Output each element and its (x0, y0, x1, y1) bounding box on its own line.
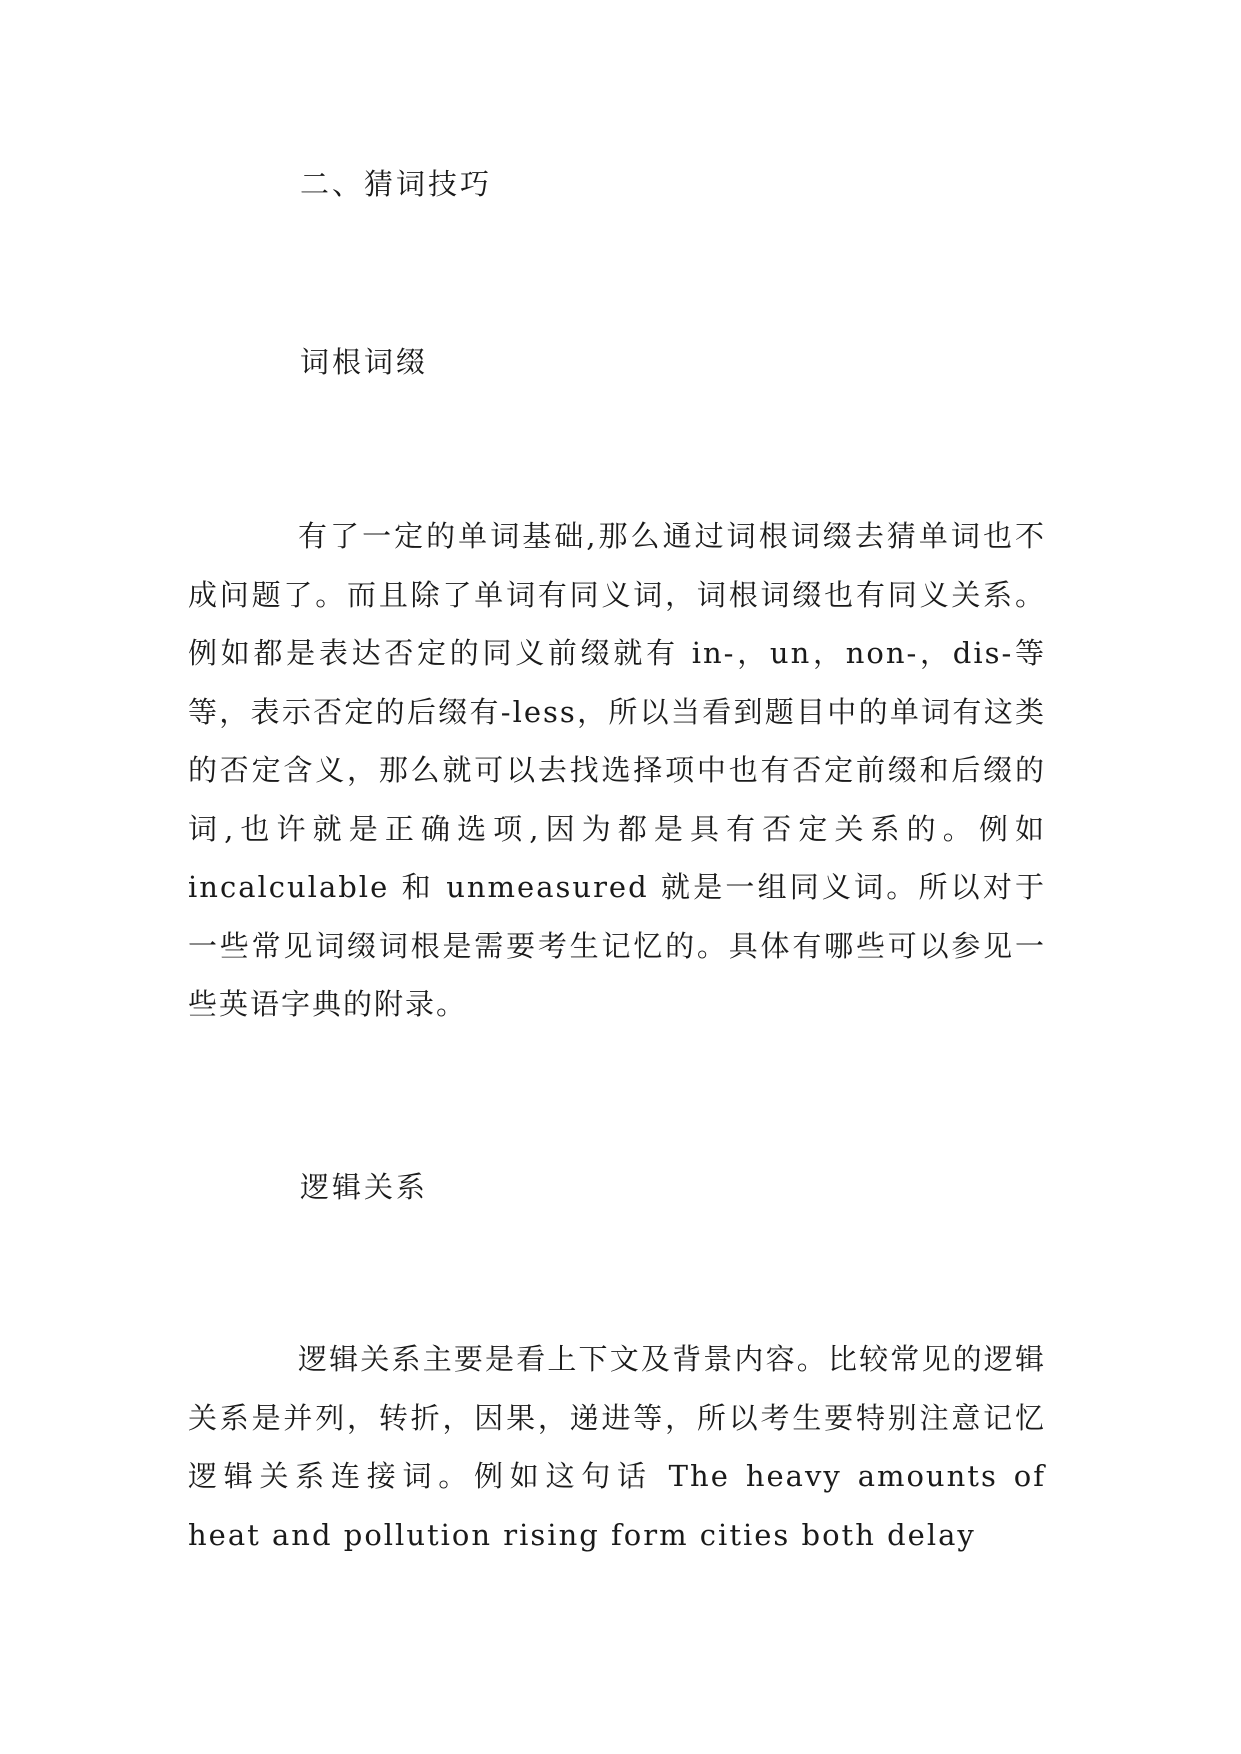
paragraph-roots-affixes: 有了一定的单词基础,那么通过词根词缀去猜单词也不成问题了。而且除了单词有同义词，词根词缀也有同义关系。例如都是表达否定的同义前缀就有 in-，un，non-，dis-等等，表示否定的后缀有-less，所以当看到题目中的单词有这类的否定含义，那么就可以去找选择项中也有否定前缀和后缀的词,也许就是正确选项,因为都是具有否定关系的。例如 incalculable 和 unmeasured 就是一组同义词。所以对于一些常见词缀词根是需要考生记忆的。具体有哪些可以参见一些英语字典的附录。 (188, 519, 1046, 1021)
subsection-heading-logical-relations: 逻辑关系 (300, 1170, 429, 1204)
subsection-heading-roots-affixes: 词根词缀 (300, 345, 429, 379)
section-heading: 二、猜词技巧 (300, 167, 493, 201)
paragraph-logical-relations: 逻辑关系主要是看上下文及背景内容。比较常见的逻辑关系是并列，转折，因果，递进等，所以考生要特别注意记忆逻辑关系连接词。例如这句话 The heavy amounts of heat and pollution rising form cities both delay (188, 1342, 1046, 1552)
